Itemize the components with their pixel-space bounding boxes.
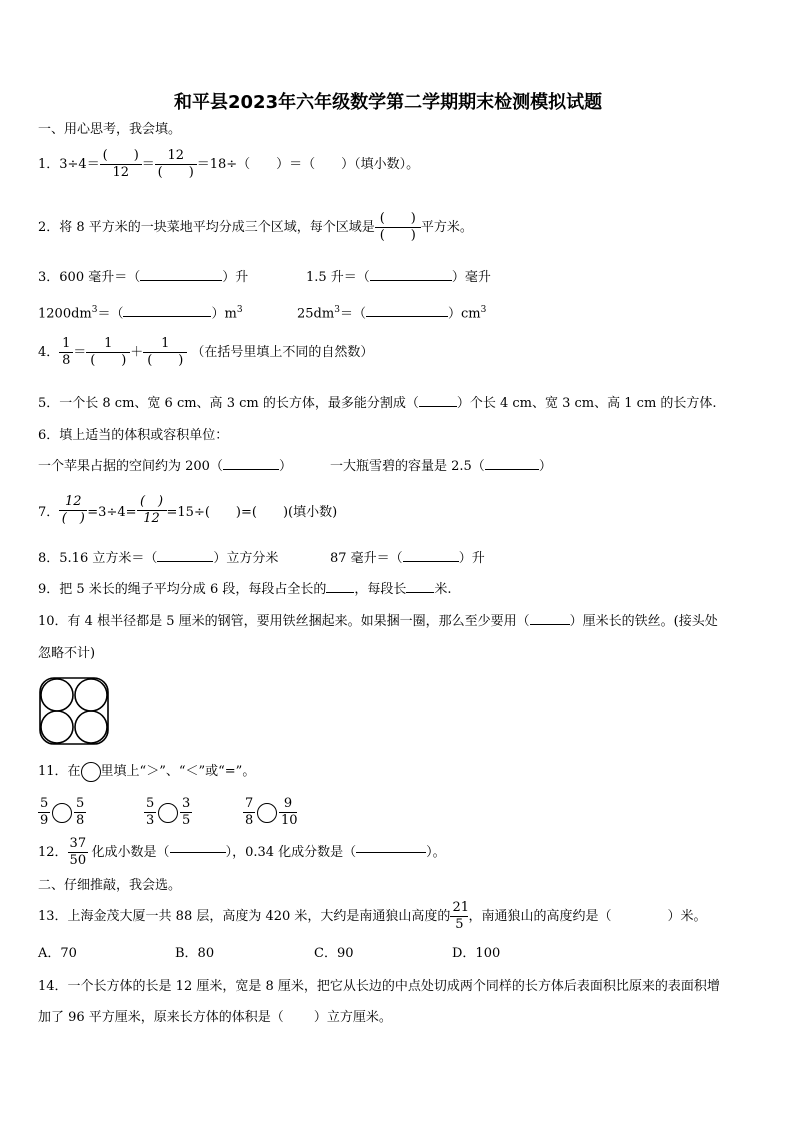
q11-pair-3-right-num: 9 xyxy=(283,796,293,811)
q10-rest: ）厘米长的铁丝。(接头处 xyxy=(569,614,718,629)
q8-part-b-blank[interactable] xyxy=(403,561,459,562)
question-4 xyxy=(38,336,373,369)
q3-part-b-blank[interactable] xyxy=(370,280,452,281)
q2-fraction-numerator[interactable]: ( ) xyxy=(379,211,416,226)
four-pipes-diagram xyxy=(38,676,110,746)
q13-option-b[interactable]: B．80 xyxy=(175,946,215,961)
q7-rest: =15÷( )=( )(填小数) xyxy=(166,505,338,520)
q13-option-d[interactable]: D．100 xyxy=(452,946,501,961)
question-8-part-b xyxy=(330,551,485,567)
q1-label: 1．3÷4＝ xyxy=(38,156,100,172)
q4-fraction-2-denominator[interactable]: ( ) xyxy=(86,352,130,369)
q11-pair-2 xyxy=(144,796,192,829)
q7-fraction-1-numerator: 12 xyxy=(65,494,82,509)
q1-fraction-1 xyxy=(100,148,142,181)
q12-text-a: 化成小数是（ xyxy=(91,844,170,860)
q13-text-b: ，南通狼山的高度约是（ xyxy=(468,908,612,924)
question-3-line-2b xyxy=(297,302,486,322)
q8-part-a-unit: ）立方分米 xyxy=(213,551,279,566)
q13-option-a[interactable]: A．70 xyxy=(38,946,77,961)
q7-fraction-2 xyxy=(137,494,167,527)
question-13 xyxy=(38,900,706,933)
q11-pair-3-right xyxy=(279,796,297,829)
q4-label: 4． xyxy=(38,344,60,360)
q11-pair-2-left-den: 3 xyxy=(146,813,155,828)
q5-blank[interactable] xyxy=(419,406,457,407)
q6-part-a-text: 一个苹果占据的空间约为 200（ xyxy=(38,459,223,474)
comparison-circle-icon xyxy=(81,762,101,782)
q9-mid: ，每段长 xyxy=(354,582,407,597)
q9-blank-1[interactable] xyxy=(326,592,354,593)
q3-part-c-unit: ）m xyxy=(211,306,237,322)
q13-option-c[interactable]: C．90 xyxy=(314,946,354,961)
q13-fraction-den: 5 xyxy=(450,916,468,933)
q4-plus: ＋ xyxy=(130,344,144,360)
q7-mid: =3÷4= xyxy=(87,505,137,520)
pipe-circle xyxy=(75,679,107,711)
q10-blank[interactable] xyxy=(530,624,570,625)
q5-rest: ）个长 4 cm、宽 3 cm、高 1 cm 的长方体. xyxy=(456,396,717,411)
q3-part-c-blank[interactable] xyxy=(123,316,211,317)
q6-part-b-text: 一大瓶雪碧的容量是 2.5（ xyxy=(330,459,485,474)
q12-label: 12． xyxy=(38,844,68,860)
q11-label: 11．在 xyxy=(38,764,81,779)
q11-pair-1-right-den: 8 xyxy=(76,813,85,828)
q4-fraction-2-numerator: 1 xyxy=(104,336,113,351)
q13-text-c: ）米。 xyxy=(667,908,707,924)
q3-part-c-text: 1200dm xyxy=(38,306,92,322)
q1-fraction-1-numerator[interactable]: ( ) xyxy=(102,148,139,163)
q7-label: 7． xyxy=(38,505,60,520)
q3-part-c-unit-exp: 3 xyxy=(236,305,243,315)
q9-text: 9．把 5 米长的绳子平均分成 6 段，每段占全长的 xyxy=(38,582,327,597)
q11-pair-2-right-num: 3 xyxy=(182,796,191,811)
q3-part-d-unit-exp: 3 xyxy=(480,305,487,315)
q11-pair-3-left xyxy=(243,796,255,829)
q4-equals: ＝ xyxy=(73,344,87,360)
q3-part-a-text: 3．600 毫升＝（ xyxy=(38,270,141,285)
q3-part-b-unit: ）毫升 xyxy=(451,270,491,285)
question-6-part-b xyxy=(330,459,552,475)
pipe-circle xyxy=(41,679,73,711)
q10-text: 10．有 4 根半径都是 5 厘米的钢管，要用铁丝捆起来。如果捆一圈，那么至少要用（ xyxy=(38,614,530,629)
q12-blank-1[interactable] xyxy=(170,852,226,853)
q3-part-c-eq: ＝（ xyxy=(97,306,124,322)
q7-fraction-2-denominator: 12 xyxy=(137,510,167,527)
question-2 xyxy=(38,211,473,244)
q2-fraction xyxy=(375,211,421,244)
question-5 xyxy=(38,396,717,412)
q13-fraction-num: 21 xyxy=(452,900,469,915)
q6-part-b-blank[interactable] xyxy=(485,469,539,470)
q4-fraction-3 xyxy=(143,336,187,369)
q11-pair-2-left xyxy=(144,796,156,829)
q4-fraction-1 xyxy=(59,336,73,369)
q5-text: 5．一个长 8 cm、宽 6 cm、高 3 cm 的长方体，最多能分割成（ xyxy=(38,396,419,411)
q3-part-c-exp: 3 xyxy=(91,305,98,315)
question-10 xyxy=(38,614,718,630)
q3-part-a-blank[interactable] xyxy=(140,280,222,281)
question-11 xyxy=(38,762,255,782)
q4-fraction-1-denominator: 8 xyxy=(59,352,73,369)
q1-rest: ＝18÷（ ）＝（ ）（填小数）。 xyxy=(196,156,420,172)
q6-part-b-close: ） xyxy=(538,459,552,474)
q4-fraction-3-denominator[interactable]: ( ) xyxy=(143,352,187,369)
q7-fraction-1-denominator[interactable]: ( ) xyxy=(59,510,87,527)
q11-pair-2-left-num: 5 xyxy=(146,796,155,811)
question-1 xyxy=(38,148,419,181)
q11-pair-1-left xyxy=(38,796,50,829)
question-6: 6．填上适当的体积或容积单位： xyxy=(38,428,229,443)
q1-fraction-2-numerator: 12 xyxy=(167,148,184,163)
q4-fraction-3-numerator: 1 xyxy=(161,336,170,351)
q11-pair-1-left-den: 9 xyxy=(40,813,49,828)
question-14-line-2 xyxy=(38,1010,392,1026)
q11-pair-1-right-num: 5 xyxy=(76,796,85,811)
question-3-line-2 xyxy=(38,302,243,322)
q2-fraction-denominator[interactable]: ( ) xyxy=(375,227,421,244)
q3-part-d-text: 25dm xyxy=(297,306,335,322)
q4-fraction-1-numerator: 1 xyxy=(62,336,71,351)
q12-fraction-num: 37 xyxy=(69,836,87,851)
q4-note: （在括号里填上不同的自然数） xyxy=(191,344,374,360)
pipe-circle xyxy=(41,711,73,743)
q9-blank-2[interactable] xyxy=(406,592,434,593)
wire-outline xyxy=(40,678,108,744)
q1-fraction-2 xyxy=(155,148,197,181)
q11-pair-3 xyxy=(243,796,297,829)
q7-fraction-1 xyxy=(59,494,87,527)
question-14-line-1: 14．一个长方体的长是 12 厘米，宽是 8 厘米，把它从长边的中点处切成两个同样的长方体后表面积比原来的表面积增 xyxy=(38,979,720,994)
q11-pair-2-right-den: 5 xyxy=(182,813,191,828)
section-2-heading: 二、仔细推敲，我会选。 xyxy=(38,878,182,893)
pipe-circle xyxy=(75,711,107,743)
q3-part-b-text: 1.5 升＝（ xyxy=(306,270,370,285)
q3-part-d-exp: 3 xyxy=(334,305,340,315)
q1-equals: ＝ xyxy=(141,156,155,172)
q3-part-d-blank[interactable] xyxy=(366,316,448,317)
q1-fraction-2-denominator[interactable]: ( ) xyxy=(155,164,197,181)
q11-pair-3-left-den: 8 xyxy=(245,813,254,828)
q8-part-b-text: 87 毫升＝（ xyxy=(330,551,403,566)
q9-unit: 米. xyxy=(434,582,452,597)
q2-text: 2．将 8 平方米的一块菜地平均分成三个区域，每个区域是 xyxy=(38,219,375,235)
q3-part-d-eq: ＝（ xyxy=(339,306,366,322)
question-3-line-1b xyxy=(306,270,491,286)
q11-text: 里填上“＞”、“＜”或“=”。 xyxy=(100,764,256,779)
question-6-part-a xyxy=(38,459,292,475)
q11-pair-1-left-num: 5 xyxy=(40,796,49,811)
q7-fraction-2-numerator[interactable]: ( ) xyxy=(139,494,164,509)
page-title: 和平县2023年六年级数学第二学期期末检测模拟试题 xyxy=(174,92,603,113)
q8-part-a-blank[interactable] xyxy=(157,561,213,562)
question-7 xyxy=(38,494,337,527)
q6-part-a-close: ） xyxy=(278,459,292,474)
q11-pair-2-compare-circle[interactable] xyxy=(158,803,178,823)
q2-unit: 平方米。 xyxy=(420,219,473,235)
q12-text-b: ），0.34 化成分数是（ xyxy=(225,844,357,860)
q4-fraction-2 xyxy=(86,336,130,369)
q3-part-a-unit: ）升 xyxy=(222,270,249,285)
q11-pair-3-left-num: 7 xyxy=(245,796,254,811)
question-9 xyxy=(38,582,452,598)
q12-fraction xyxy=(68,836,88,869)
q11-pair-3-right-den: 10 xyxy=(281,813,298,828)
q11-pair-2-right xyxy=(180,796,192,829)
q12-fraction-den: 50 xyxy=(69,853,87,868)
question-12 xyxy=(38,836,446,869)
q1-fraction-1-denominator: 12 xyxy=(100,164,142,181)
q3-part-d-unit: ）cm xyxy=(447,306,481,322)
q13-text: 13．上海金茂大厦一共 88 层，高度为 420 米，大约是南通狼山高度的 xyxy=(38,908,451,924)
q12-blank-2[interactable] xyxy=(356,852,426,853)
q11-pair-1 xyxy=(38,796,86,829)
q13-fraction xyxy=(450,900,468,933)
q11-pair-3-compare-circle[interactable] xyxy=(257,803,277,823)
q14-text-a: 加了 96 平方厘米，原来长方体的体积是（ xyxy=(38,1010,284,1025)
q8-part-b-unit: ）升 xyxy=(458,551,485,566)
q11-pair-1-right xyxy=(74,796,86,829)
q12-text-c: ）。 xyxy=(426,844,446,860)
question-3-line-1 xyxy=(38,270,248,286)
question-10-line-2: 忽略不计) xyxy=(38,646,96,661)
q6-part-a-blank[interactable] xyxy=(223,469,279,470)
q11-pair-1-compare-circle[interactable] xyxy=(52,803,72,823)
q8-part-a-text: 8．5.16 立方米＝（ xyxy=(38,551,158,566)
question-8-part-a xyxy=(38,551,278,567)
q14-text-b: ）立方厘米。 xyxy=(313,1010,392,1025)
section-1-heading: 一、用心思考，我会填。 xyxy=(38,122,182,137)
